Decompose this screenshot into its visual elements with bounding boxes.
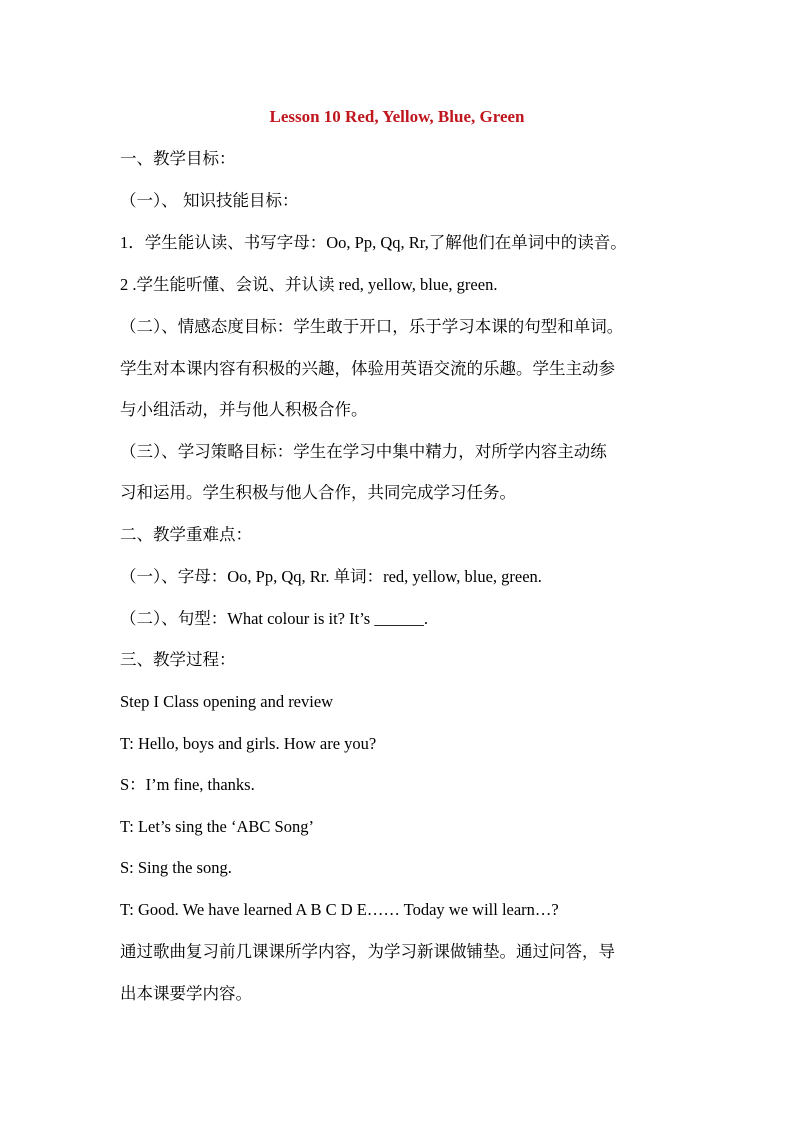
- key-points-sentence-pattern: （二）、句型：What colour is it? It’s ______.: [120, 609, 428, 628]
- dialogue-line: T: Let’s sing the ‘ABC Song’: [120, 817, 314, 836]
- dialogue-line: T: Hello, boys and girls. How are you?: [120, 734, 377, 753]
- dialogue-line: S: Sing the song.: [120, 858, 232, 877]
- paragraph-line: 通过歌曲复习前几课课所学内容，为学习新课做铺垫。通过问答，导: [120, 942, 615, 961]
- paragraph-line: 学生对本课内容有积极的兴趣，体验用英语交流的乐趣。学生主动参: [120, 359, 615, 378]
- paragraph-line: 出本课要学内容。: [120, 984, 252, 1003]
- objective-item-1: 1．学生能认读、书写字母：Oo, Pp, Qq, Rr,了解他们在单词中的读音。: [120, 233, 627, 252]
- objective-item-2: 2 .学生能听懂、会说、并认读 red, yellow, blue, green.: [120, 275, 498, 294]
- section-heading-process: 三、教学过程：: [120, 650, 236, 669]
- subsection-learning-strategy: （三）、学习策略目标：学生在学习中集中精力，对所学内容主动练: [120, 442, 607, 461]
- paragraph-line: 习和运用。学生积极与他人合作，共同完成学习任务。: [120, 483, 516, 502]
- paragraph-line: 与小组活动，并与他人积极合作。: [120, 400, 368, 419]
- key-points-letters-words: （一）、字母：Oo, Pp, Qq, Rr. 单词：red, yellow, blue, green.: [120, 567, 542, 586]
- dialogue-line: T: Good. We have learned A B C D E…… Today we will learn…?: [120, 900, 559, 919]
- step-heading: Step I Class opening and review: [120, 692, 334, 711]
- subsection-knowledge-skills: （一）、 知识技能目标：: [120, 191, 299, 210]
- section-heading-objectives: 一、教学目标：: [120, 149, 236, 168]
- subsection-emotional-attitude: （二）、情感态度目标：学生敢于开口，乐于学习本课的句型和单词。: [120, 317, 624, 336]
- section-heading-key-points: 二、教学重难点：: [120, 525, 252, 544]
- lesson-title: Lesson 10 Red, Yellow, Blue, Green: [269, 107, 525, 126]
- dialogue-line: S：I’m fine, thanks.: [120, 775, 255, 794]
